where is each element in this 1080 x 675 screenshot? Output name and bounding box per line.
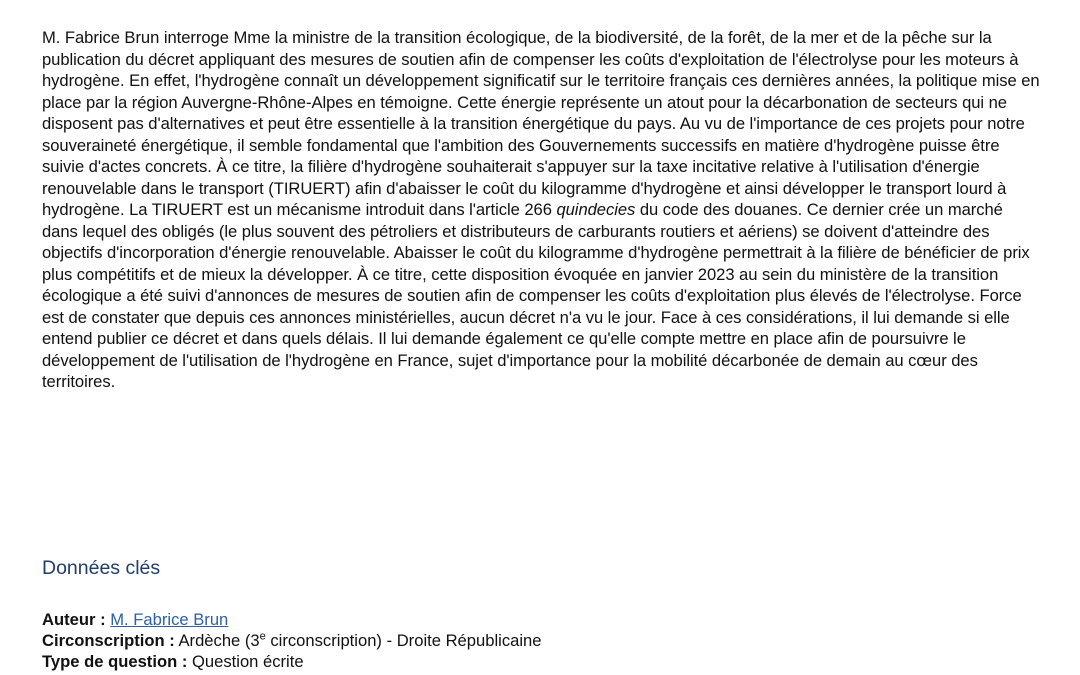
constituency-pre: Ardèche (3 <box>178 631 260 650</box>
constituency-post: circonscription) - Droite Républicaine <box>265 631 542 650</box>
constituency-sup: e <box>259 630 266 643</box>
question-text <box>42 27 1042 393</box>
constituency-value <box>178 631 541 650</box>
author-label: Auteur : <box>42 610 106 629</box>
constituency-label: Circonscription : <box>42 631 175 650</box>
question-italic-term: quindecies <box>556 200 636 219</box>
author-row <box>42 609 542 630</box>
key-data-list <box>42 609 542 672</box>
question-type-label: Type de question : <box>42 652 188 671</box>
question-text-part-1: M. Fabrice Brun interroge Mme la ministre de la transition écologique, de la biodiversité, de la forêt, de la mer et de la pêche sur la publication du décret appliquant des mesures de soutien afin de compenser les coûts d'exploitation de l'électrolyse pour les moteurs à hydrogène. En effet, l'hydrogène connaît un développement significatif sur le territoire français ces dernières années, la politique mise en place par la région Auvergne-Rhône-Alpes en témoigne. Cette énergie représente un atout pour la décarbonation de secteurs qui ne disposent pas d'alternatives et peut être essentielle à la transition énergétique du pays. Au vu de l'importance de ces projets pour notre souveraineté énergétique, il semble fondamental que l'ambition des Gouvernements successifs en matière d'hydrogène puisse être suivie d'actes concrets. À ce titre, la filière d'hydrogène souhaiterait s'appuyer sur la taxe incitative relative à l'utilisation d'énergie renouvelable dans le transport (TIRUERT) afin d'abaisser le coût du kilogramme d'hydrogène et ainsi développer le transport lourd à hydrogène. La TIRUERT est un mécanisme introduit dans l'article 266 <box>42 28 1040 219</box>
author-link[interactable]: M. Fabrice Brun <box>110 610 229 629</box>
key-data-title: Données clés <box>42 557 161 579</box>
question-type-row <box>42 651 542 672</box>
question-text-part-2: du code des douanes. Ce dernier crée un marché dans lequel des obligés (le plus souvent des pétroliers et distributeurs de carburants routiers et aériens) se doivent d'atteindre des objectifs d'incorporation d'énergie renouvelable. Abaisser le coût du kilogramme d'hydrogène permettrait à la filière de bénéficier de prix plus compétitifs et de mieux la développer. À ce titre, cette disposition évoquée en janvier 2023 au sein du ministère de la transition écologique a été suivi d'annonces de mesures de soutien afin de compenser les coûts d'exploitation plus élevés de l'électrolyse. Force est de constater que depuis ces annonces ministérielles, aucun décret n'a vu le jour. Face à ces considérations, il lui demande si elle entend publier ce décret et dans quels délais. Il lui demande également ce qu'elle compte mettre en place afin de poursuivre le développement de l'utilisation de l'hydrogène en France, sujet d'importance pour la mobilité décarbonée de demain au cœur des territoires. <box>42 200 1030 391</box>
constituency-row <box>42 630 542 651</box>
question-type-value: Question écrite <box>191 652 304 671</box>
